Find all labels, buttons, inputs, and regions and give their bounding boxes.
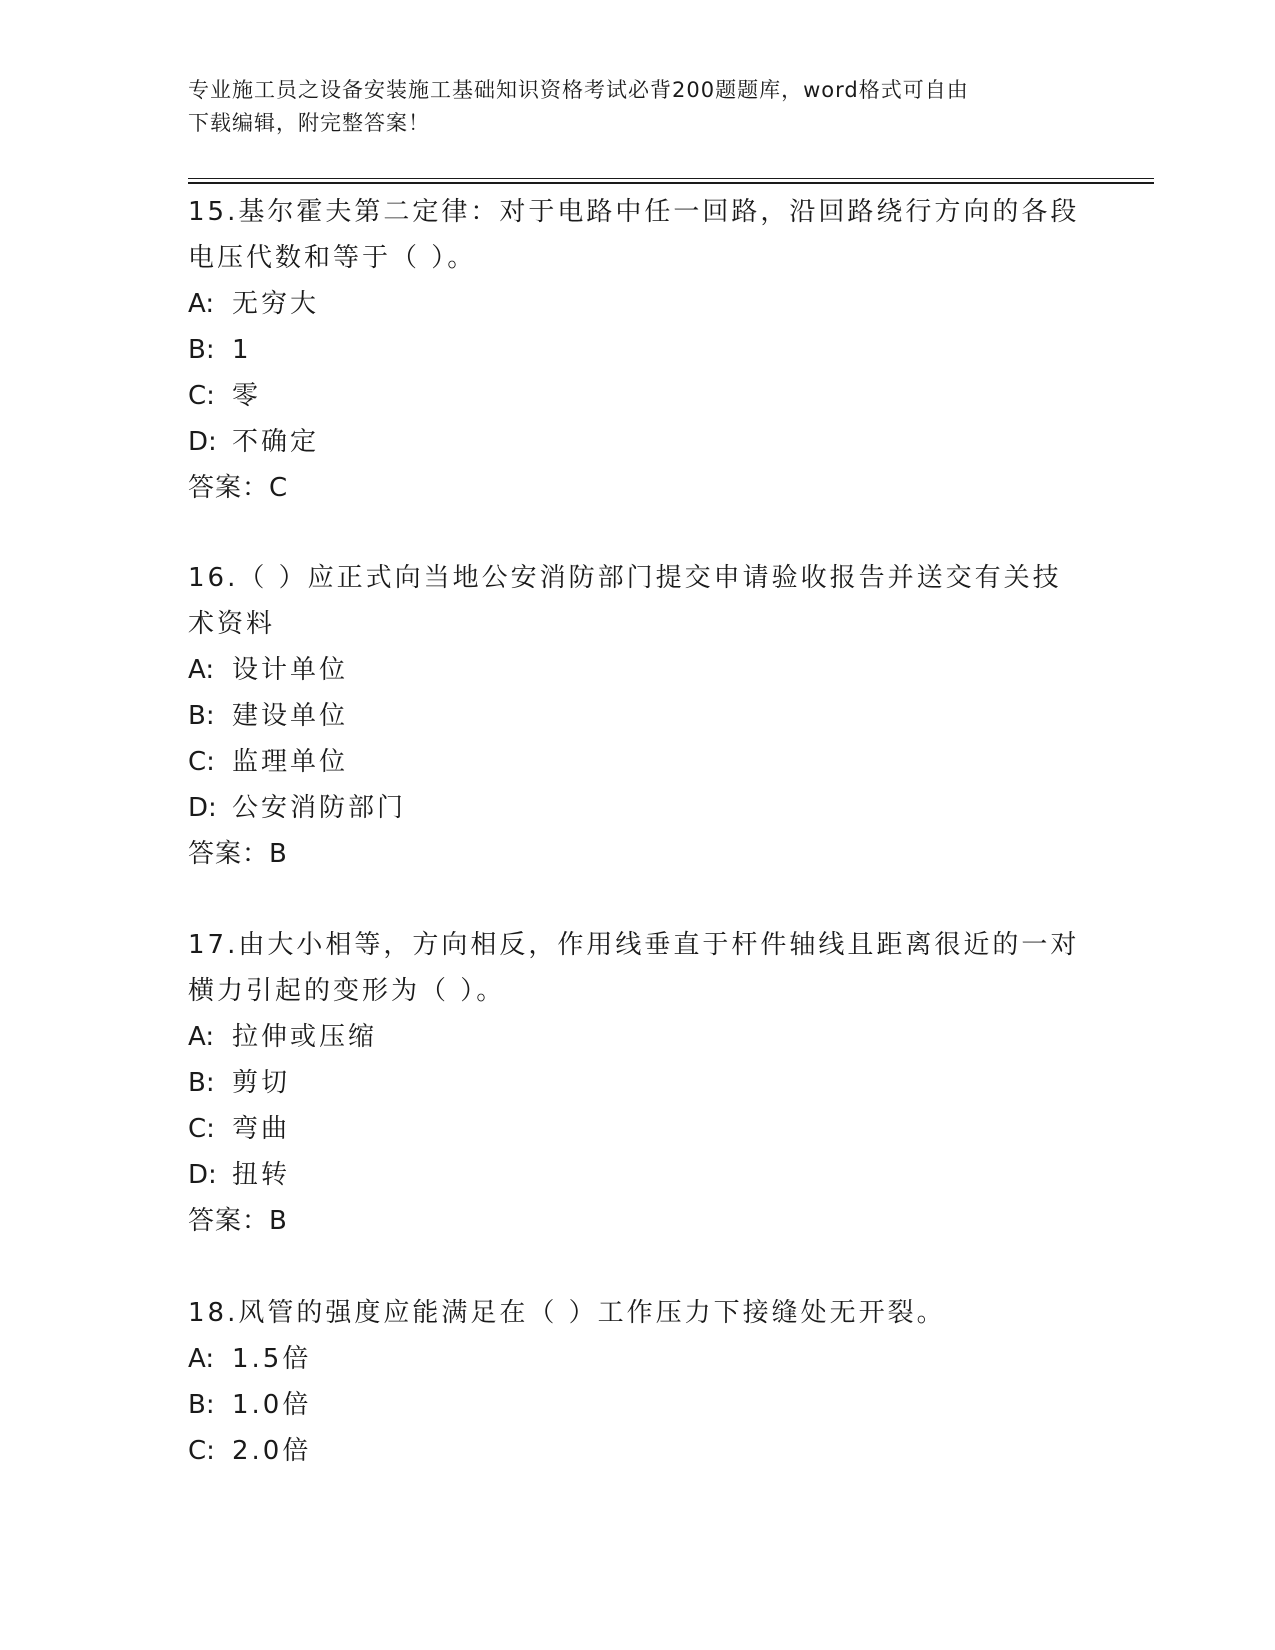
option-label: B: — [188, 335, 215, 365]
option-text: 设计单位 — [232, 655, 349, 685]
option-text: 1.5倍 — [232, 1344, 312, 1374]
question-stem-line-1: 15.基尔霍夫第二定律：对于电路中任一回路，沿回路绕行方向的各段 — [188, 197, 1080, 227]
option-c — [188, 1106, 1088, 1152]
document-header — [188, 74, 1068, 140]
option-text: 2.0倍 — [232, 1436, 312, 1466]
option-label: A: — [188, 1344, 215, 1374]
option-c — [188, 1428, 1088, 1474]
answer: 答案：C — [188, 473, 289, 503]
header-line-2: 下载编辑，附完整答案！ — [188, 111, 430, 135]
option-b — [188, 327, 1088, 373]
question-stem-line-1: 17.由大小相等，方向相反，作用线垂直于杆件轴线且距离很近的一对 — [188, 930, 1080, 960]
option-text: 监理单位 — [232, 747, 349, 777]
header-divider-thin — [188, 178, 1154, 179]
option-label: A: — [188, 655, 215, 685]
option-label: D: — [188, 793, 217, 823]
option-label: B: — [188, 1390, 215, 1420]
option-text: 1.0倍 — [232, 1390, 312, 1420]
option-label: C: — [188, 1114, 215, 1144]
option-text: 无穷大 — [232, 289, 320, 319]
option-label: D: — [188, 1160, 217, 1190]
option-label: C: — [188, 381, 215, 411]
answer: 答案：B — [188, 839, 288, 869]
question-17 — [188, 922, 1088, 1244]
question-stem-line-2: 横力引起的变形为（ ）。 — [188, 976, 506, 1006]
question-15 — [188, 189, 1088, 511]
option-c — [188, 373, 1088, 419]
option-a — [188, 1014, 1088, 1060]
option-label: C: — [188, 747, 215, 777]
option-label: A: — [188, 1022, 215, 1052]
question-16 — [188, 555, 1088, 877]
option-d — [188, 419, 1088, 465]
option-a — [188, 1336, 1088, 1382]
option-text: 不确定 — [232, 427, 320, 457]
question-stem-line-1: 18.风管的强度应能满足在（ ）工作压力下接缝处无开裂。 — [188, 1298, 946, 1328]
option-text: 零 — [232, 381, 262, 411]
answer: 答案：B — [188, 1206, 288, 1236]
question-stem-line-2: 电压代数和等于（ ）。 — [188, 243, 477, 273]
header-divider-thick — [188, 182, 1154, 184]
option-label: B: — [188, 1068, 215, 1098]
option-text: 剪切 — [232, 1068, 291, 1098]
option-text: 扭转 — [232, 1160, 291, 1190]
option-label: A: — [188, 289, 215, 319]
option-text: 1 — [232, 335, 252, 365]
option-b — [188, 693, 1088, 739]
header-line-1: 专业施工员之设备安装施工基础知识资格考试必背200题题库，word格式可自由 — [188, 78, 969, 102]
question-stem-line-2: 术资料 — [188, 609, 276, 639]
option-text: 拉伸或压缩 — [232, 1022, 378, 1052]
question-18 — [188, 1290, 1088, 1474]
option-label: D: — [188, 427, 217, 457]
option-text: 弯曲 — [232, 1114, 291, 1144]
option-d — [188, 785, 1088, 831]
option-label: C: — [188, 1436, 215, 1466]
question-stem-line-1: 16.（ ）应正式向当地公安消防部门提交申请验收报告并送交有关技 — [188, 563, 1062, 593]
option-text: 公安消防部门 — [232, 793, 407, 823]
option-a — [188, 281, 1088, 327]
option-b — [188, 1382, 1088, 1428]
option-c — [188, 739, 1088, 785]
option-text: 建设单位 — [232, 701, 349, 731]
option-a — [188, 647, 1088, 693]
option-d — [188, 1152, 1088, 1198]
option-b — [188, 1060, 1088, 1106]
option-label: B: — [188, 701, 215, 731]
